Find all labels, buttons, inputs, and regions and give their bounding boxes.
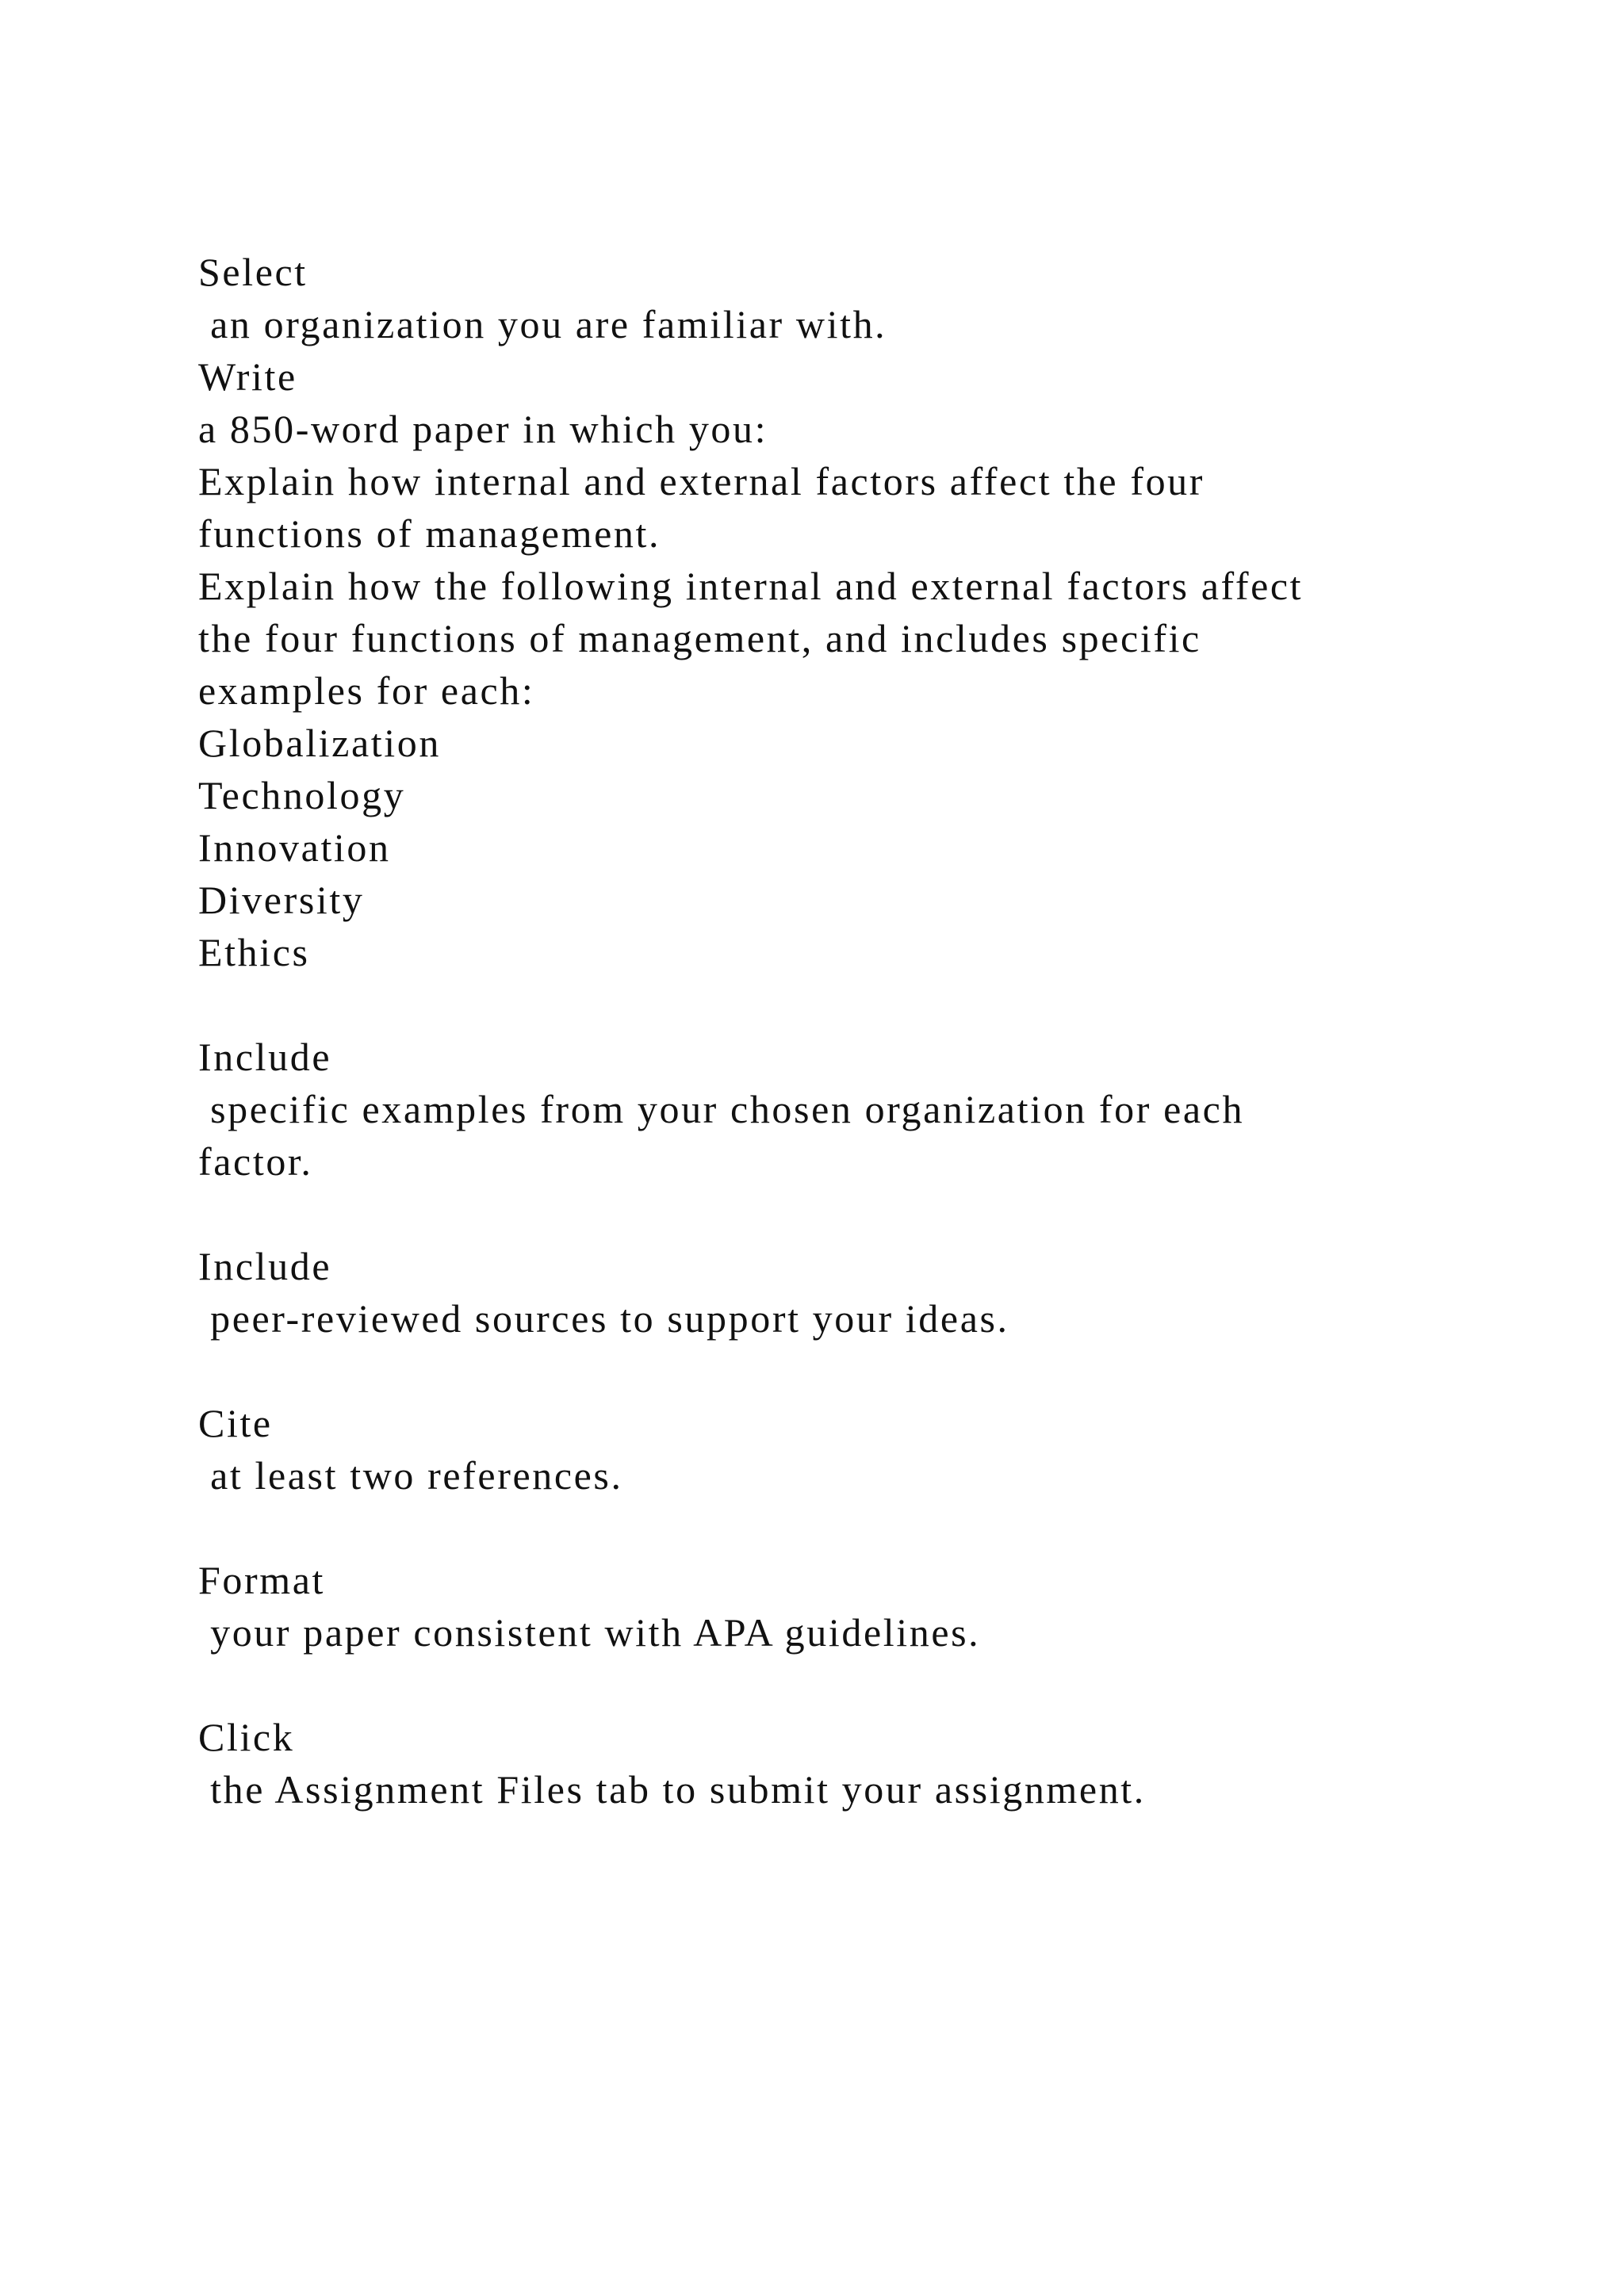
list-item: Ethics	[198, 930, 310, 974]
text-line: the Assignment Files tab to submit your assignment.	[198, 1767, 1146, 1812]
list-item: Globalization	[198, 721, 441, 765]
text-line: Cite	[198, 1401, 273, 1445]
text-line: peer-reviewed sources to support your ideas.	[198, 1296, 1009, 1341]
text-line: Write	[198, 354, 297, 399]
text-line: factor.	[198, 1139, 313, 1184]
text-line: an organization you are familiar with.	[198, 302, 887, 346]
blank-line	[198, 1188, 1507, 1240]
blank-line	[198, 1502, 1507, 1554]
text-line: the four functions of management, and includes specific	[198, 616, 1201, 660]
text-line: at least two references.	[198, 1453, 623, 1498]
text-line: Format	[198, 1558, 326, 1602]
blank-line	[198, 978, 1507, 1031]
text-line: a 850-word paper in which you:	[198, 407, 768, 451]
text-line: Explain how the following internal and external factors affect	[198, 564, 1304, 608]
list-item: Diversity	[198, 878, 365, 922]
text-line: Click	[198, 1715, 295, 1759]
text-line: Include	[198, 1244, 332, 1288]
text-line: Select	[198, 250, 308, 294]
assignment-instructions	[198, 246, 1507, 1816]
blank-line	[198, 1659, 1507, 1711]
text-line: specific examples from your chosen organization for each	[198, 1087, 1245, 1131]
text-line: Include	[198, 1035, 332, 1079]
text-line: examples for each:	[198, 668, 535, 713]
blank-line	[198, 1345, 1507, 1397]
list-item: Technology	[198, 773, 406, 817]
text-line: your paper consistent with APA guidelines.	[198, 1610, 981, 1655]
text-line: Explain how internal and external factors affect the four	[198, 459, 1205, 503]
list-item: Innovation	[198, 825, 391, 870]
text-line: functions of management.	[198, 511, 661, 556]
